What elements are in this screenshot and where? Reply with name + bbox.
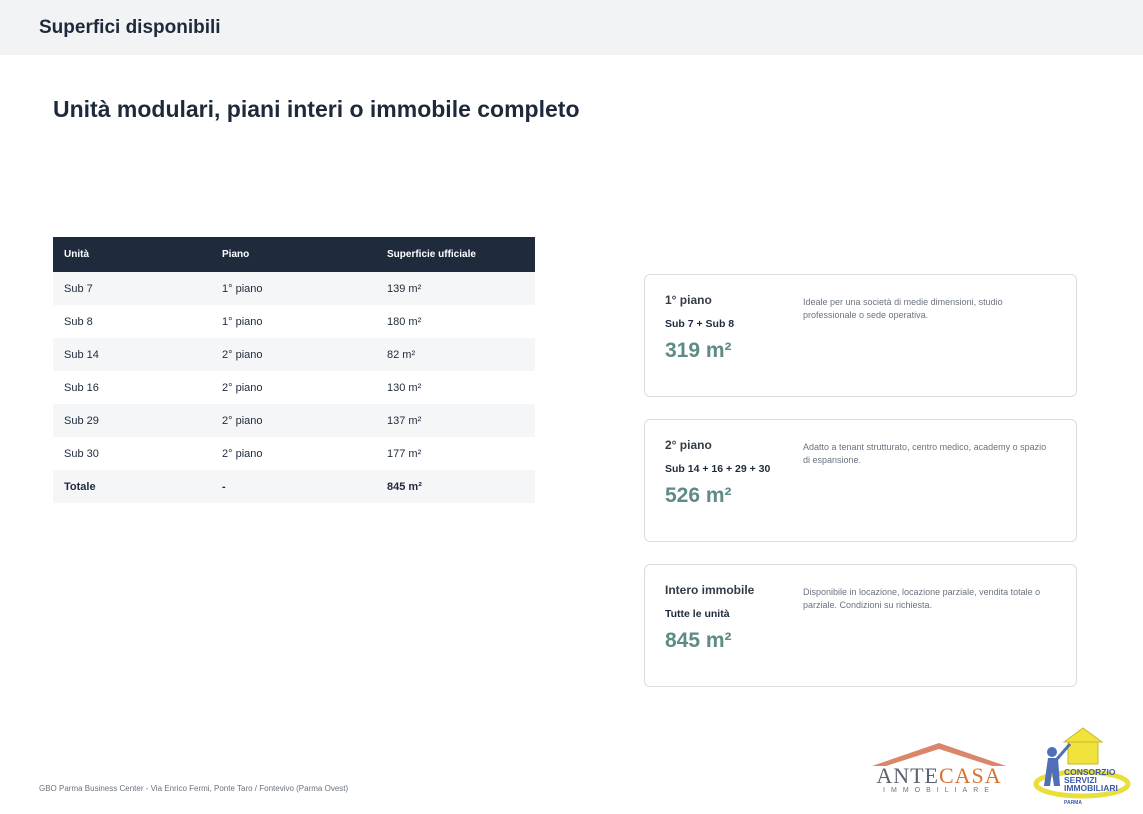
table-total-row (53, 470, 535, 503)
consorzio-line-2: SERVIZI (1064, 775, 1097, 785)
column-header-floor: Piano (211, 237, 376, 272)
cell-area: 130 m² (387, 381, 422, 394)
card-whole-building (644, 564, 1077, 687)
cell-floor: 2° piano (211, 338, 376, 371)
card-first-floor (644, 274, 1077, 397)
card-description: Adatto a tenant strutturato, centro medico, academy o spazio di espansione. (803, 442, 1047, 465)
column-header-unit: Unità (53, 237, 211, 272)
table-row (53, 371, 535, 404)
cell-floor: 2° piano (211, 404, 376, 437)
table-row (53, 305, 535, 338)
card-second-floor (644, 419, 1077, 542)
card-area-value: 526 m² (665, 484, 732, 507)
table-row (53, 272, 535, 305)
cell-floor: 1° piano (211, 272, 376, 305)
header-bar (0, 0, 1143, 55)
card-area-value: 319 m² (665, 339, 732, 362)
cell-unit: Sub 30 (64, 447, 99, 460)
cell-unit: Sub 14 (53, 338, 211, 371)
total-area: 845 m² (376, 470, 535, 503)
card-floor-label: 1° piano (665, 293, 712, 307)
card-description: Disponibile in locazione, locazione parziale, vendita totale o parziale. Condizioni su richiesta. (803, 587, 1041, 610)
card-area-value: 845 m² (665, 629, 732, 652)
cell-floor: 2° piano (222, 381, 263, 394)
table-row (53, 338, 535, 371)
card-units-label: Sub 7 + Sub 8 (665, 318, 735, 330)
antecasa-wordmark (868, 763, 1010, 789)
consorzio-line-3: IMMOBILIARI (1064, 783, 1118, 793)
total-label: Totale (53, 470, 211, 503)
cell-area: 137 m² (376, 404, 535, 437)
cell-unit: Sub 29 (53, 404, 211, 437)
column-header-area: Superficie ufficiale (376, 237, 535, 272)
cell-area: 139 m² (376, 272, 535, 305)
consorzio-line-4: PARMA (1064, 800, 1082, 806)
page-title: Unità modulari, piani interi o immobile completo (53, 96, 580, 122)
total-floor: - (211, 470, 376, 503)
card-units-label: Sub 14 + 16 + 29 + 30 (665, 463, 771, 475)
consorzio-logo (1030, 726, 1140, 806)
cell-floor: 2° piano (222, 447, 263, 460)
footer-address: GBO Parma Business Center - Via Enrico Fermi, Ponte Taro / Fontevivo (Parma Ovest) (39, 784, 349, 793)
cell-unit: Sub 16 (64, 381, 99, 394)
card-units-label: Tutte le unità (665, 608, 730, 620)
consorzio-wordmark (1064, 768, 1143, 792)
consorzio-line-1: CONSORZIO (1064, 767, 1116, 777)
header-title: Superfici disponibili (39, 17, 221, 38)
table-row (53, 437, 535, 470)
card-description: Ideale per una società di medie dimensioni, studio professionale o sede operativa. (803, 297, 1003, 320)
antecasa-subtitle: IMMOBILIARE (883, 787, 995, 794)
antecasa-wordmark-ante: ANTE (876, 763, 939, 788)
table-header-row (53, 237, 535, 272)
cell-unit: Sub 8 (64, 315, 93, 328)
cell-area: 177 m² (387, 447, 422, 460)
cell-area: 82 m² (376, 338, 535, 371)
units-table (53, 237, 535, 503)
antecasa-logo (868, 740, 1010, 800)
antecasa-wordmark-casa: CASA (938, 763, 1002, 788)
cell-area: 180 m² (387, 315, 422, 328)
table-row (53, 404, 535, 437)
card-floor-label: 2° piano (665, 438, 712, 452)
cell-unit: Sub 7 (53, 272, 211, 305)
card-floor-label: Intero immobile (665, 583, 755, 597)
cell-floor: 1° piano (222, 315, 263, 328)
